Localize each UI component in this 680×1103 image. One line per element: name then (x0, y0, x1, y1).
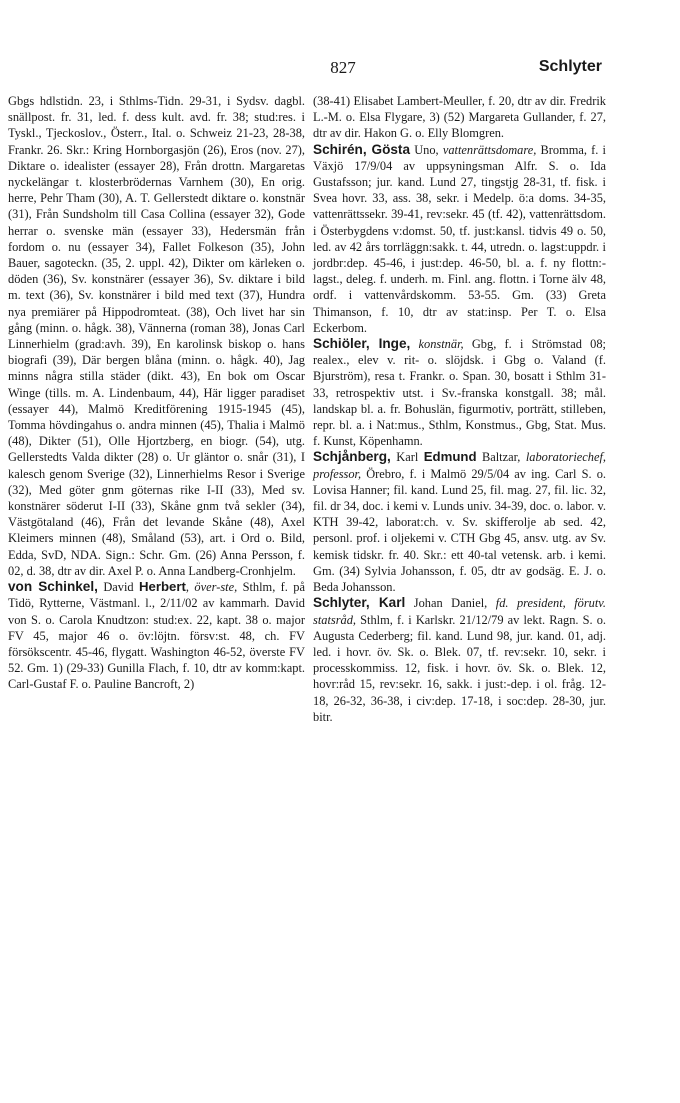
left-column (8, 93, 305, 693)
entry-title: fd. president, förutv. statsråd, (313, 596, 606, 627)
entry-body: Örebro, f. i Malmö 29/5/04 av ing. Carl S. o. Lovisa Hanner; fil. kand. Lund 25, fil. mag. 27, fil. lic. 32, fil. dr 34, doc. i kemi v. Lunds univ. 34-39, doc. o. labor. v. KTH 39-42, laborat:ch. v. Sv. skifferolje ab sed. 42, personl. prof. i oljekemi v. CTH Gbg 45, ansv. utg. av Sv. kemisk tidskr. fr. 40. Skr.: ett 40-tal vetensk. arb. i kemi. Gm. (34) Sylvia Johansson, f. 05, dtr av godsäg. E. J. o. Beda Johansson. (313, 466, 606, 595)
entry-title: konstnär, (410, 337, 464, 352)
entry-body: Bromma, f. i Växjö 17/9/04 av uppsyningsman Alfr. S. o. Ida Gustafsson; jur. kand. Lund 27, tingstjg 28-31, tf. fisk. i Svea hovr. 33, ass. 38, sekr. i Medelp. ö:a doms. 34-35, vattenrättssekr. 39-41, rev:sekr. 45 (tf. 42), vattenrättsdom. i Österbygdens v:domst. 50, tf. just:kansl. tidvis 49 o. 50, led. av 42 års torrläggn:sakk. t. 44, utredn. o. lagst:uppdr. i jordbr:dep. 45-46, i just:dep. 46-50, bl. a. f. ny flottn:-lagst., deleg. f. underh. m. Finl. ang. flottn. i Torne älv 48, ordf. i vattenvårdskomm. 53-55. Gm. (33) Greta Thimanson, f. 10, dtr av stat:insp. Per T. o. Elsa Eckerbom. (313, 142, 606, 335)
entry-schlyter (313, 595, 606, 725)
entry-schinkel (8, 579, 305, 692)
right-column (313, 93, 606, 725)
entry-continuation: Gbgs hdlstidn. 23, i Sthlms-Tidn. 29-31, i Sydsv. dagbl. snällpost. fr. 31, led. f. dess kult. avd. fr. 38; stud:res. i Tyskl., Tjeckoslov., Österr., Ital. o. Schweiz 21-23, 28-38, Frankr. 26. Skr.: Kring Hornborgasjön (26), Eros (nov. 27), Diktare o. idealister (essayer 28), Från drottn. Margaretas nyckelängar t. klosterbrödernas Varnhem (30), En orig. herre, Pehr Tham (30), A. T. Gellerstedt diktare o. konstnär (31), Från Sundsholm till Casa Collina (essayer 32), Gode herrar o. svenske män (essayer 33), Hedersmän från fordom o. nu (essayer 34), Fallet Folkeson (35), John Bauer, sagoteckn. (35, 2. uppl. 42), Dikter om kärleken o. döden (36), Sv. konstnärer (essayer 36), Sv. diktare i bild m. text (36), Sv. konstnärer i bild med text (37), Hundra nya premiärer på Hippodromteat. (38), Och livet har sin gång (minn. o. hågk. 38), Vännerna (roman 38), Jonas Carl Linnerhielm (grad:avh. 39), En karolinsk biskop o. hans biografi (39), Där bergen blåna (minn. o. hågk. 40), Jag minns några stilla städer (dikt. 43), En bok om Oscar Winge (tills. m. A. Lindenbaum, 44), Här ligger paradiset (essayer 44), Malmö Kreditförening 1915-1945 (45), Tomma hövdingahus o. andra minnen (45), Thalia i Malmö (48), Dikter (51), Olle Hjortzberg, en biogr. (54), utg. Gellerstedts Valda dikter (28) o. Ur gläntor o. snår (31), I kalesch genom Sverige (32), Linnerhielms Resor i Sverige (32), Med göter gnm göternas rike I-II (33), Med sv. konstnärer söderut I-II (33), Skåne gnm två sekler (34), Västgötaland (46), Från det levande Skåne (48), Axel Kleimers minnen (48), Småland (53), art. i Ord o. Bild, Edda, SvD, NDA. Sign.: Schr. Gm. (26) Anna Persson, f. 02, d. 38, dtr av dir. Axel P. o. Anna Landberg-Cronhjelm. (8, 94, 305, 578)
entry-comma: , (185, 580, 190, 595)
entry-surname: Schlyter, Karl (313, 595, 406, 611)
entry-title: vattenrättsdomare, (442, 142, 537, 157)
entry-given-names: Uno, (410, 142, 443, 157)
entry-schjanberg (313, 449, 606, 595)
entry-body: Gbg, f. i Strömstad 08; realex., elev v. rit- o. slöjdsk. i Gbg o. Valand (f. Bjurström), resa t. Frankr. o. Span. 30, bosatt i Sthlm 31-33, retrospektiv utst. i Sv.-franska konstgall. 38; mål. landskap bl. a. fr. Bohuslän, figurmotiv, porträtt, stilleben, repr. bl. a. i Nat:mus., Sthlm, Konstmus., Gbg, Stat. Mus. f. Kunst, Köpenhamn. (313, 337, 606, 449)
entry-title: laboratoriechef, professor, (313, 450, 607, 481)
entry-surname: Schiöler, Inge, (313, 336, 411, 352)
entry-called-name: Edmund (423, 449, 477, 465)
entry-title: över-ste, (189, 580, 238, 595)
entry-surname: Schirén, Gösta (313, 141, 411, 157)
page-header (0, 58, 680, 84)
entry-body: Sthlm, f. på Tidö, Rytterne, Västmanl. l., 2/11/02 av kammarh. David von S. o. Carola Knudtzon: stud:ex. 22, kapt. 38 o. major FV 45, major 46 o. öv:löjtn. försv:st. 48, ch. FV försökscentr. 45-46, flygatt. Washington 46-52, överste FV 52. Gm. 1) (29-33) Gunilla Flach, f. 10, dtr av komm:kapt. Carl-Gustaf F. o. Pauline Bancroft, 2) (8, 580, 305, 692)
entry-given-names: Karl (390, 450, 424, 465)
entry-surname: von Schinkel, (8, 579, 98, 595)
entry-given-names: Johan Daniel, (405, 596, 496, 611)
entry-given-names: David (97, 580, 140, 595)
running-head: Schlyter (538, 58, 602, 75)
entry-schiren (313, 142, 606, 336)
entry-surname: Schjånberg, (313, 449, 391, 465)
page-number: 827 (330, 58, 356, 77)
entry-continuation: (38-41) Elisabet Lambert-Meuller, f. 20, dtr av dir. Fredrik L.-M. o. Elsa Flygare, 3) (52) Margareta Gullander, f. 27, dtr av dir. Hakon G. o. Elly Blomgren. (313, 94, 606, 141)
entry-given-names-rest: Baltzar, (476, 450, 521, 465)
entry-schioler (313, 336, 606, 449)
entry-called-name: Herbert (139, 579, 186, 595)
entry-body: Sthlm, f. i Karlskr. 21/12/79 av lekt. Ragn. S. o. Augusta Cederberg; fil. kand. Lund 98, jur. kand. 01, adj. led. i hovr. öv. Sk. o. Blek. 07, tf. rev:sekr. 10, sekr. i processkommiss. 12, fisk. i hovr. öv. Sk. o. Blek. 12, hovr:råd 15, rev:sekr. 16, sakk. i just:-dep. i ol. fråg. 12-18, 26-32, 36-38, i civ:dep. 17-18, i soc:dep. 28-30, jur. bitr. (313, 612, 606, 724)
